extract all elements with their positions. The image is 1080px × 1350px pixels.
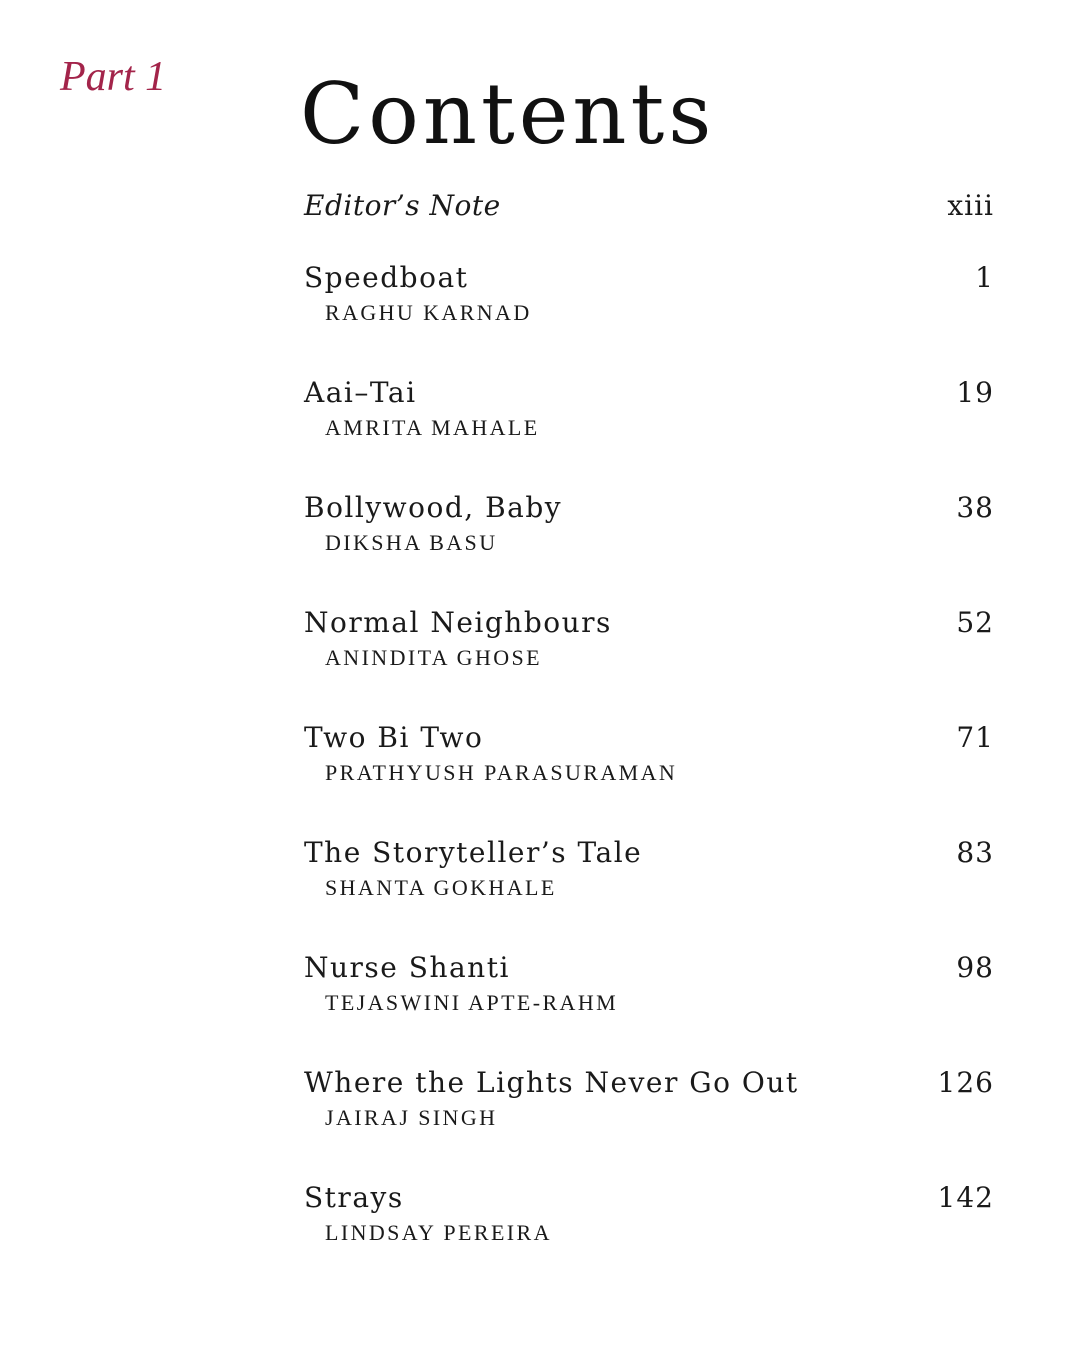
page-title: Contents xyxy=(300,65,716,163)
entry-page-number: 52 xyxy=(956,606,994,639)
entry-page-number: 142 xyxy=(937,1181,994,1214)
entry-title: Where the Lights Never Go Out xyxy=(304,1066,799,1099)
entry-title: Bollywood, Baby xyxy=(304,491,563,524)
entry-author: JAIRAJ SINGH xyxy=(325,1105,498,1130)
toc-entry[interactable] xyxy=(304,375,994,490)
entry-author: LINDSAY PEREIRA xyxy=(325,1220,552,1245)
entry-author: RAGHU KARNAD xyxy=(325,300,532,325)
toc-entry[interactable] xyxy=(304,1065,994,1180)
table-of-contents xyxy=(304,188,994,1295)
entry-author: TEJASWINI APTE-RAHM xyxy=(325,990,619,1015)
entry-author: AMRITA MAHALE xyxy=(325,415,540,440)
entry-title: Two Bi Two xyxy=(304,721,484,754)
toc-entry[interactable] xyxy=(304,605,994,720)
entry-author: ANINDITA GHOSE xyxy=(325,645,542,670)
entry-page-number: 83 xyxy=(956,836,994,869)
entry-author: PRATHYUSH PARASURAMAN xyxy=(325,760,678,785)
toc-entry[interactable] xyxy=(304,260,994,375)
entry-page-number: 71 xyxy=(956,721,994,754)
entry-title: Strays xyxy=(304,1181,404,1214)
entry-author: DIKSHA BASU xyxy=(325,530,498,555)
toc-entry[interactable] xyxy=(304,490,994,605)
toc-entry-editors-note[interactable] xyxy=(304,188,994,260)
part-label: Part 1 xyxy=(60,54,167,100)
editors-note-page-number: xiii xyxy=(947,189,994,222)
entry-title: Speedboat xyxy=(304,261,469,294)
entry-title: Normal Neighbours xyxy=(304,606,612,639)
entry-page-number: 126 xyxy=(937,1066,994,1099)
entry-page-number: 98 xyxy=(956,951,994,984)
entry-author: SHANTA GOKHALE xyxy=(325,875,557,900)
entry-page-number: 1 xyxy=(975,261,994,294)
toc-entry[interactable] xyxy=(304,1180,994,1295)
entry-page-number: 19 xyxy=(956,376,994,409)
entry-title: Aai–Tai xyxy=(304,376,417,409)
toc-entry[interactable] xyxy=(304,720,994,835)
toc-entry[interactable] xyxy=(304,950,994,1065)
entry-title: The Storyteller’s Tale xyxy=(304,836,643,869)
editors-note-label: Editor’s Note xyxy=(304,189,501,222)
entry-title: Nurse Shanti xyxy=(304,951,510,984)
entry-page-number: 38 xyxy=(956,491,994,524)
toc-entry[interactable] xyxy=(304,835,994,950)
